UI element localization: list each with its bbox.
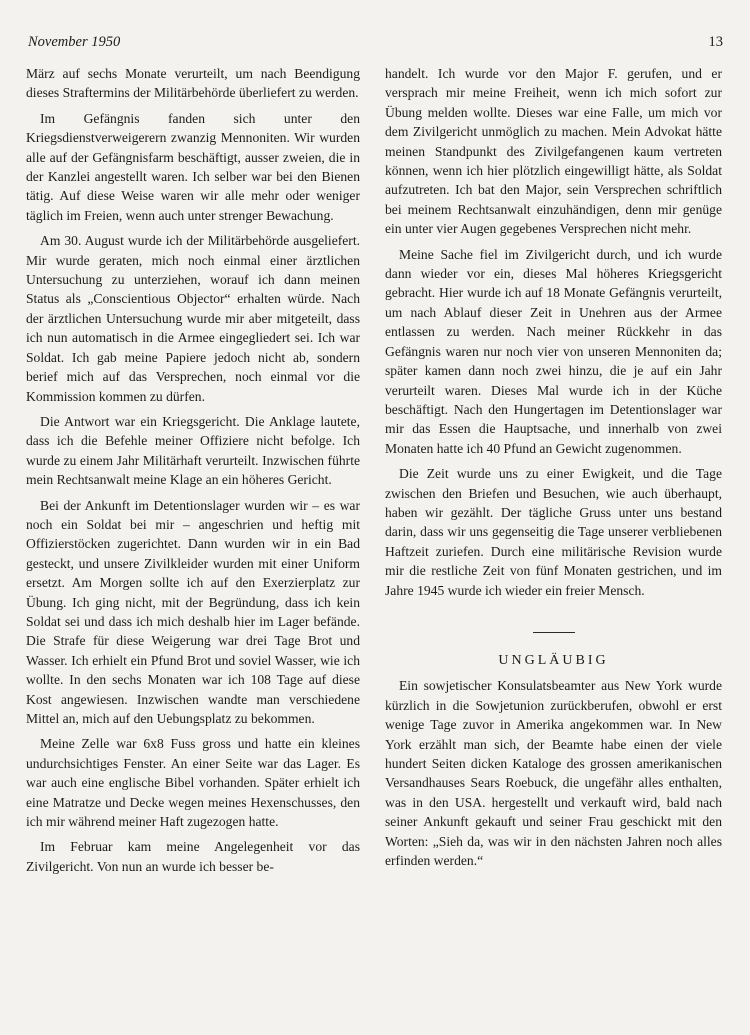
paragraph: Die Antwort war ein Kriegsgericht. Die Anklage lautete, dass ich die Befehle meiner Offiziere nicht befolge. Ich wurde zu einem Jahr Militärhaft verurteilt. Inzwischen führte mein Rechtsanwalt meine Klage an ein höheres Gericht.: [26, 413, 360, 488]
paragraph: Am 30. August wurde ich der Militärbehörde ausgeliefert. Mir wurde geraten, mich noch einmal einer ärztlichen Untersuchung zu unterziehen, worauf ich dann meinen Status als „Conscientious Objector“ erhalten würde. Nach der ärztlichen Untersuchung wurde mir aber mitgeteilt, dass ich nun automatisch in die Armee eingegliedert sei. Ich war Soldat. Ich gab meine Papiere jedoch nicht ab, sondern berief mich auf das Versprechen, noch einmal vor die Kommission kommen zu dürfen.: [26, 233, 360, 404]
paragraph: Meine Sache fiel im Zivilgericht durch, und ich wurde dann wieder vor ein, dieses Mal höheres Kriegsgericht gebracht. Hier wurde ich auf 18 Monate Gefängnis verurteilt, um nach Ablauf dieser Zeit in Unehren aus der Armee entlassen zu werden. Nach meiner Rückkehr in das Gefängnis waren nur noch vier von unseren Mennoniten da; später kamen dann noch zwei hinzu, die je auf ein Jahr verurteilt waren. Dieses Mal wurde ich in der Küche beschäftigt. Nach den Hungertagen im Detentionslager war mir das Essen die Hauptsache, und innerhalb von zwei Monaten hatte ich 40 Pfund an Gewicht zugenommen.: [385, 246, 722, 456]
left-column: [26, 64, 360, 882]
section-title: UNGLÄUBIG: [498, 652, 609, 668]
paragraph: Im Februar kam meine Angelegenheit vor das Zivilgericht. Von nun an wurde ich besser be-: [26, 839, 360, 874]
section-divider: [533, 632, 575, 633]
paragraph: Die Zeit wurde uns zu einer Ewigkeit, und die Tage zwischen den Briefen und Besuchen, wie auch überhaupt, haben wir gezählt. Der tägliche Gruss unter uns bestand darin, dass wir uns gegenseitig die Tage unserer verbliebenen Haftzeit zuriefen. Durch eine militärische Revision wurde mir die restliche Zeit von fünf Monaten gestrichen, und im Jahre 1945 wurde ich wieder ein freier Mensch.: [385, 466, 722, 598]
paragraph: Bei der Ankunft im Detentionslager wurden wir – es war noch ein Soldat bei mir – angeschrien und heftig mit Offizierstöcken zugerichtet. Dann wurden wir in ein Bad gesteckt, und unsere Zivilkleider wurden mit einer Uniform ersetzt. Am Morgen sollte ich auf den Exerzierplatz zur Übung. Ich ging nicht, mit der Begründung, dass ich kein Soldat sei und dass ich mich deshalb hier im Lager befände. Die Strafe für diese Weigerung war drei Tage Brot und Wasser. Ich erhielt ein Pfund Brot und soviel Wasser, wie ich wollte. In den sechs Monaten war ich 108 Tage auf diese Kost angewiesen. Inzwischen wandte man verschiedene Mittel an, mich auf den Uebungsplatz zu bekommen.: [26, 497, 360, 726]
paragraph: handelt. Ich wurde vor den Major F. gerufen, und er versprach mir meine Freiheit, wenn ich mich sofort zur Übung melden wollte. Dieses war eine Falle, um mich vor dem Zivilgericht unmöglich zu machen. Mein Advokat hätte meinen Standpunkt des Zivilgefangenen kaum vertreten können, wenn ich hier plötzlich eingewilligt hätte, als Soldat aufzutreten. Ich bat den Major, sein Versprechen schriftlich bei meinem Rechtsanwalt einzuhändigen, denn mir genüge ein unter vier Augen gegebenes Versprechen nicht mehr.: [385, 66, 722, 237]
issue-date: November 1950: [28, 34, 121, 50]
paragraph: Im Gefängnis fanden sich unter den Kriegsdienstverweigerern zwanzig Mennoniten. Wir wurden alle auf der Gefängnisfarm beschäftigt, ausser zweien, die in der Kanzlei angestellt waren. Ich selber war bei den Bienen tätig. Auf diese Weise waren wir alle mehr oder weniger täglich im Freien, wenn auch unter strenger Bewachung.: [26, 110, 360, 223]
paragraph: Ein sowjetischer Konsulatsbeamter aus New York wurde kürzlich in die Sowjetunion zurückberufen, obwohl er erst wenige Tage zuvor in Amerika angekommen war. In New York erzählt man sich, der Beamte habe einen der viele hundert Seiten dicken Kataloge des grossen amerikanischen Versandhauses Sears Roebuck, die ungefähr alles enthalten, was in den USA. hergestellt und verkauft wird, bald nach seiner Ankunft gekauft und seiner Frau geschickt mit den Worten: „Sieh da, was wir in den nächsten Jahren noch alles erfinden werden.“: [385, 678, 722, 869]
paragraph: März auf sechs Monate verurteilt, um nach Beendigung dieses Straftermins der Militärbehörde überliefert zu werden.: [26, 66, 360, 101]
paragraph: Meine Zelle war 6x8 Fuss gross und hatte ein kleines undurchsichtiges Fenster. An einer Seite war das Lager. Es war auch eine englische Bibel vorhanden. Später erhielt ich eine Matratze und Decke wegen meines Hexenschusses, den ich mir während meiner Haft zugezogen hatte.: [26, 736, 360, 830]
right-column: [385, 64, 722, 876]
page-number: 13: [708, 34, 723, 50]
